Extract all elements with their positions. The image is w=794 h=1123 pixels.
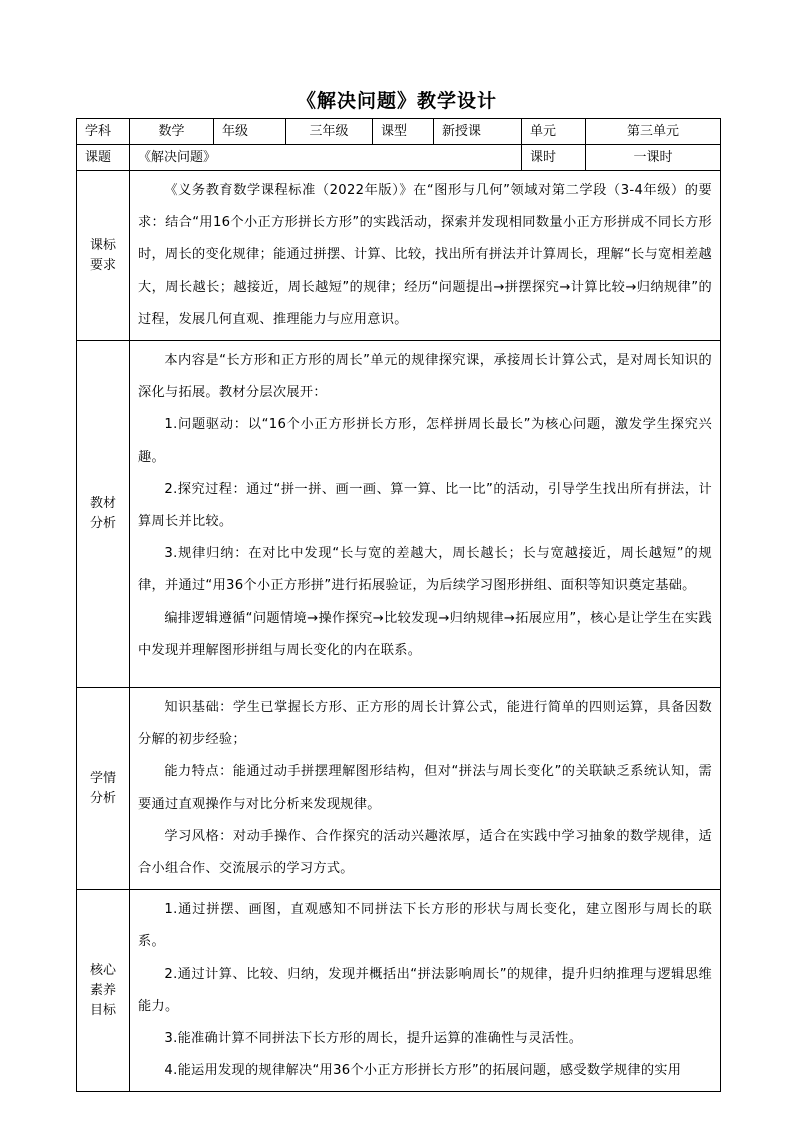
- paragraph: 本内容是“长方形和正方形的周长”单元的规律探究课，承接周长计算公式，是对周长知识的深化与拓展。教材分层次展开：: [138, 353, 712, 401]
- section-label: 教材 分析: [77, 341, 130, 688]
- paragraph: 4.能运用发现的规律解决“用36个小正方形拼长方形”的拓展问题，感受数学规律的实用: [164, 1063, 682, 1079]
- lesson-type-value: 新授课: [434, 119, 522, 145]
- paragraph: 2.通过计算、比较、归纳，发现并概括出“拼法影响周长”的规律，提升归纳推理与逻辑思维能力。: [138, 966, 712, 1014]
- section-label: 学情 分析: [77, 688, 130, 890]
- unit-label: 单元: [522, 119, 586, 145]
- section-row-textbook-analysis: [77, 341, 721, 688]
- lesson-plan-table: [76, 118, 721, 1092]
- paragraph: 3.规律归纳：在对比中发现“长与宽的差越大，周长越长；长与宽越接近，周长越短”的规律，并通过“用36个小正方形拼”进行拓展验证，为后续学习图形拼组、面积等知识奠定基础。: [138, 546, 712, 594]
- section-label: 核心 素养 目标: [77, 890, 130, 1092]
- paragraph: 《义务教育数学课程标准（2022年版）》在“图形与几何”领域对第二学段（3-4年级）的要求：结合“用16个小正方形拼长方形”的实践活动，探索并发现相同数量小正方形拼成不同长方形时，周长的变化规律；能通过拼摆、计算、比较，找出所有拼法并计算周长，理解“长与宽相差越大，周长越长；越接近，周长越短”的规律；经历“问题提出→拼摆探究→计算比较→归纳规律”的过程，发展几何直观、推理能力与应用意识。: [138, 183, 712, 327]
- paragraph: 1.问题驱动：以“16个小正方形拼长方形，怎样拼周长最长”为核心问题，激发学生探究兴趣。: [138, 417, 712, 465]
- subject-value: 数学: [130, 119, 214, 145]
- period-label: 课时: [522, 145, 586, 171]
- section-content: [130, 171, 721, 341]
- header-row: [77, 119, 721, 145]
- section-row-core-literacy-goals: [77, 890, 721, 1092]
- unit-value: 第三单元: [586, 119, 721, 145]
- subject-label: 学科: [77, 119, 130, 145]
- section-label: 课标 要求: [77, 171, 130, 341]
- paragraph: 3.能准确计算不同拼法下长方形的周长，提升运算的准确性与灵活性。: [164, 1031, 583, 1047]
- section-content: [130, 341, 721, 688]
- paragraph: 学习风格：对动手操作、合作探究的活动兴趣浓厚，适合在实践中学习抽象的数学规律，适合小组合作、交流展示的学习方式。: [138, 828, 712, 877]
- paragraph: 能力特点：能通过动手拼摆理解图形结构，但对“拼法与周长变化”的关联缺乏系统认知，需要通过直观操作与对比分析来发现规律。: [138, 764, 712, 812]
- paragraph: 知识基础：学生已掌握长方形、正方形的周长计算公式，能进行简单的四则运算，具备因数分解的初步经验；: [138, 700, 712, 748]
- lesson-type-label: 课型: [373, 119, 434, 145]
- period-value: 一课时: [586, 145, 721, 171]
- section-row-learner-analysis: [77, 688, 721, 890]
- paragraph: 1.通过拼摆、画图，直观感知不同拼法下长方形的形状与周长变化，建立图形与周长的联系。: [138, 902, 712, 950]
- page-title: 《解决问题》教学设计: [296, 90, 497, 112]
- section-content: [130, 688, 721, 890]
- section-content: [130, 890, 721, 1092]
- topic-label: 课题: [77, 145, 130, 171]
- topic-row: [77, 145, 721, 171]
- topic-value: 《解决问题》: [130, 145, 522, 171]
- grade-label: 年级: [214, 119, 286, 145]
- section-row-curriculum-standard: [77, 171, 721, 341]
- paragraph: 2.探究过程：通过“拼一拼、画一画、算一算、比一比”的活动，引导学生找出所有拼法，计算周长并比较。: [138, 481, 712, 530]
- paragraph: 编排逻辑遵循“问题情境→操作探究→比较发现→归纳规律→拓展应用”，核心是让学生在实践中发现并理解图形拼组与周长变化的内在联系。: [138, 610, 712, 658]
- grade-value: 三年级: [286, 119, 373, 145]
